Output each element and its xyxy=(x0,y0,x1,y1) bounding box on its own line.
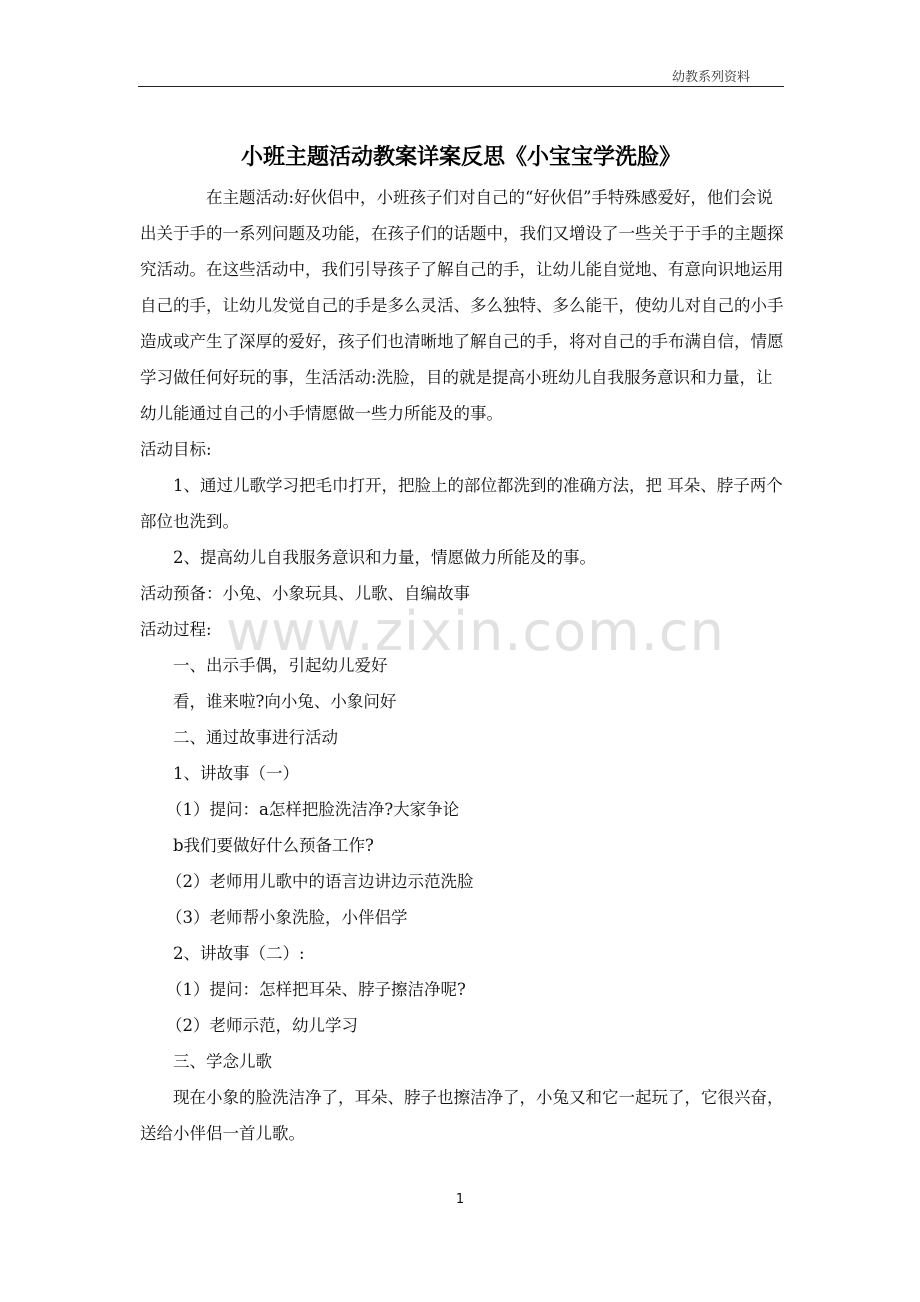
process-step: （1）提问：怎样把耳朵、脖子擦洁净呢? xyxy=(166,980,466,999)
goal-item: 2、提高幼儿自我服务意识和力量，情愿做力所能及的事。 xyxy=(173,548,596,567)
header-divider xyxy=(138,86,784,87)
goal-item: 1、通过儿歌学习把毛巾打开，把脸上的部位都洗到的准确方法，把 耳朵、脖子两个部位也洗到。 xyxy=(140,476,783,531)
process-step: （3）老师帮小象洗脸，小伴侣学 xyxy=(166,908,408,927)
preparation-line: 活动预备：小兔、小象玩具、儿歌、自编故事 xyxy=(140,584,470,603)
intro-paragraph: 在主题活动:好伙侣中，小班孩子们对自己的“好伙侣”手特殊感爱好，他们会说出关于手的一系列问题及功能，在孩子们的话题中，我们又增设了一些关于于手的主题探究活动。在这些活动中，我们引导孩子了解自己的手，让幼儿能自觉地、有意向识地运用自己的手，让幼儿发觉自己的手是多么灵活、多么独特、多么能干，使幼儿对自己的小手造成或产生了深厚的爱好，孩子们也清晰地了解自己的手，将对自己的手布满自信，情愿学习做任何好玩的事，生活活动:洗脸，目的就是提高小班幼儿自我服务意识和力量，让幼儿能通过自己的小手情愿做一些力所能及的事。 xyxy=(140,188,784,423)
goals-heading: 活动目标: xyxy=(140,440,212,459)
process-step: 2、讲故事（二）: xyxy=(173,944,305,963)
process-step: （1）提问：a怎样把脸洗洁净?大家争论 xyxy=(166,800,460,819)
document-title: 小班主题活动教案详案反思《小宝宝学洗脸》 xyxy=(240,145,681,170)
process-step: 二、通过故事进行活动 xyxy=(173,728,338,747)
process-step: 看，谁来啦?向小兔、小象问好 xyxy=(173,692,397,711)
document-body xyxy=(140,180,786,1152)
page-header: 幼教系列资料 xyxy=(671,70,750,85)
page-number: 1 xyxy=(455,1192,465,1207)
process-step: （2）老师用儿歌中的语言边讲边示范洗脸 xyxy=(166,872,474,891)
process-heading: 活动过程: xyxy=(140,620,212,639)
closing-paragraph: 现在小象的脸洗洁净了，耳朵、脖子也擦洁净了，小兔又和它一起玩了，它很兴奋，送给小伴侣一首儿歌。 xyxy=(140,1088,784,1143)
watermark: www.zixin.com.cn xyxy=(226,600,725,663)
process-step: （2）老师示范，幼儿学习 xyxy=(166,1016,358,1035)
process-step: 1、讲故事（一） xyxy=(173,764,299,783)
process-step: b我们要做好什么预备工作? xyxy=(173,836,374,855)
process-step: 一、出示手偶，引起幼儿爱好 xyxy=(173,656,388,675)
process-step: 三、学念儿歌 xyxy=(173,1052,272,1071)
